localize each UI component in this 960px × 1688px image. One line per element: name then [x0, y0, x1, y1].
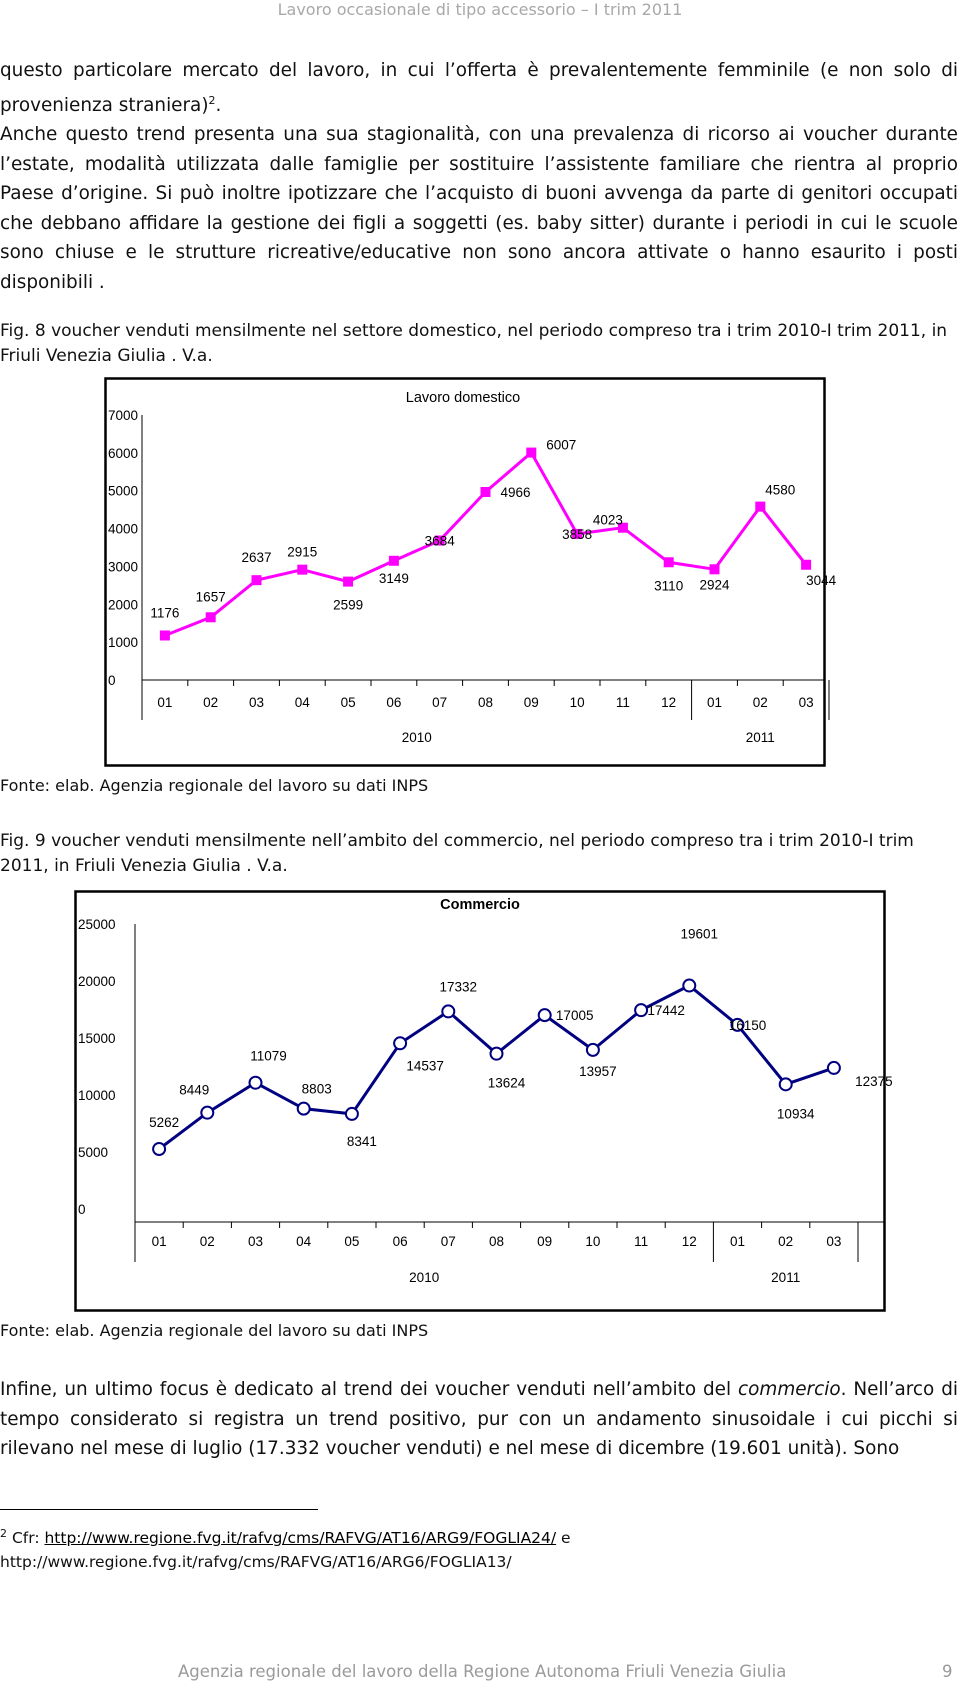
intro-paragraph-1	[0, 56, 958, 120]
data-point	[153, 1143, 165, 1155]
y-tick-label: 5000	[108, 483, 139, 499]
x-tick-label: 03	[248, 695, 265, 710]
data-label: 3110	[654, 578, 684, 594]
data-label: 14537	[406, 1058, 444, 1074]
x-tick-label: 11	[634, 1234, 649, 1249]
data-label: 10934	[776, 1106, 815, 1122]
footnote-rule	[0, 1509, 318, 1510]
x-tick-label: 10	[569, 695, 585, 710]
x-tick-label: 07	[432, 695, 448, 710]
page-footer: Agenzia regionale del lavoro della Regione Autonoma Friuli Venezia Giulia	[178, 1662, 787, 1681]
fig9-source: Fonte: elab. Agenzia regionale del lavoro su dati INPS	[0, 1321, 429, 1340]
x-tick-label: 01	[706, 695, 723, 710]
x-tick-label: 08	[477, 695, 494, 710]
data-point	[346, 1108, 358, 1120]
y-tick-label: 4000	[108, 521, 139, 537]
footnote-connector: e	[556, 1529, 571, 1548]
y-tick-label: 10000	[78, 1088, 116, 1103]
data-label: 4580	[765, 482, 796, 498]
footnote-prefix: Cfr:	[11, 1529, 45, 1548]
data-label: 5262	[149, 1115, 180, 1131]
chart-commerce-svg	[75, 891, 893, 1311]
y-tick-label: 3000	[108, 559, 139, 575]
running-header: Lavoro occasionale di tipo accessorio – I trim 2011	[277, 0, 683, 19]
x-tick-label: 12	[681, 1234, 697, 1249]
x-tick-label: 02	[203, 695, 219, 710]
data-label: 2637	[241, 550, 272, 566]
fig8-caption: Fig. 8 voucher venduti mensilmente nel settore domestico, nel periodo compreso tra i trim 2010-I trim 2011, in Friuli Venezia Giulia . V.a.	[0, 321, 948, 366]
y-tick-label: 5000	[78, 1145, 109, 1160]
data-point	[491, 1048, 503, 1060]
x-tick-label: 12	[661, 695, 677, 710]
data-label: 8341	[346, 1133, 377, 1149]
data-label: 2599	[333, 597, 364, 613]
data-label: 8449	[179, 1082, 210, 1098]
outro-text-b: . Nell’arco di tempo considerato si registra un trend positivo, pur con un andamento sinusoidale i cui picchi si rilevano nel mese di luglio (17.332 voucher venduti) e nel mese di dicembre (19.601 unità). Sono	[0, 1379, 958, 1459]
x-tick-label: 02	[199, 1234, 215, 1249]
x-tick-label: 01	[729, 1234, 746, 1249]
x-tick-label: 03	[826, 1234, 842, 1249]
data-point	[780, 1078, 792, 1090]
outro-emphasis: commercio	[738, 1379, 841, 1400]
footnote-number: 2	[0, 1527, 7, 1540]
x-tick-label: 06	[386, 695, 402, 710]
data-point	[343, 577, 353, 587]
x-tick-label: 02	[778, 1234, 794, 1249]
data-point	[664, 557, 674, 567]
y-tick-label: 20000	[78, 974, 116, 989]
data-point	[297, 565, 307, 575]
intro-paragraph-2: Anche questo trend presenta una sua stagionalità, con una prevalenza di ricorso ai voucher durante l’estate, modalità utilizzata dalle famiglie per sostituire l’assistente familiare che rientra al proprio Paese d’origine. Si può inoltre ipotizzare che l’acquisto di buoni avvenga da parte di genitori occupati che debbano affidare la gestione dei figli a soggetti (es. baby sitter) durante i periodi in cui le scuole sono chiuse e le strutture ricreative/educative non sono ancora attivate o hanno esaurito i posti disponibili .	[0, 124, 958, 293]
x-tick-label: 11	[615, 695, 630, 710]
footnote-link-1[interactable]: http://www.regione.fvg.it/rafvg/cms/RAFVG/AT16/ARG9/FOGLIA24/	[44, 1529, 557, 1548]
data-point	[539, 1009, 551, 1021]
x-tick-label: 03	[798, 695, 814, 710]
x-tick-label: 01	[151, 1234, 167, 1249]
data-point	[587, 1044, 599, 1056]
chart-title: Lavoro domestico	[405, 390, 521, 406]
footnote	[0, 1522, 571, 1574]
data-label: 2924	[699, 577, 730, 593]
chart-title: Commercio	[440, 897, 520, 913]
data-label: 3684	[424, 533, 455, 549]
x-tick-label: 05	[340, 695, 356, 710]
data-label: 1657	[195, 589, 226, 605]
data-label: 17332	[439, 979, 478, 995]
y-tick-label: 25000	[78, 917, 116, 932]
footnote-link-2[interactable]: http://www.regione.fvg.it/rafvg/cms/RAFVG/AT16/ARG6/FOGLIA13/	[0, 1553, 512, 1572]
data-label: 12375	[855, 1073, 893, 1089]
footnote-ref[interactable]: 2	[208, 93, 216, 107]
fig9-caption: Fig. 9 voucher venduti mensilmente nell’ambito del commercio, nel periodo compreso tra i trim 2010-I trim 2011, in Friuli Venezia Giulia . V.a.	[0, 831, 914, 876]
fig8-source: Fonte: elab. Agenzia regionale del lavoro su dati INPS	[0, 776, 429, 795]
x-tick-label: 09	[537, 1234, 553, 1249]
x-tick-label: 09	[523, 695, 539, 710]
data-label: 2915	[287, 544, 318, 560]
year-label: 2010	[401, 730, 432, 745]
year-label: 2010	[409, 1270, 440, 1285]
data-label: 11079	[250, 1048, 287, 1064]
data-label: 4023	[592, 512, 623, 528]
data-label: 3044	[806, 572, 837, 588]
y-tick-label: 0	[78, 1202, 86, 1217]
data-label: 3858	[562, 526, 593, 542]
data-point	[828, 1062, 840, 1074]
data-label: 17442	[647, 1003, 685, 1019]
chart-frame	[76, 892, 885, 1311]
page-number: 9	[942, 1662, 953, 1681]
x-tick-label: 04	[294, 695, 310, 710]
x-tick-label: 03	[247, 1234, 264, 1249]
chart-commerce	[75, 891, 893, 1311]
y-tick-label: 15000	[78, 1031, 116, 1046]
intro-paragraph-1-text: questo particolare mercato del lavoro, in cui l’offerta è prevalentemente femminile (e non solo di provenienza straniera)	[0, 60, 958, 116]
data-point	[755, 502, 765, 512]
y-tick-label: 0	[108, 673, 116, 688]
outro-text-a: Infine, un ultimo focus è dedicato al trend dei voucher venduti nell’ambito del	[0, 1379, 739, 1400]
data-label: 13957	[579, 1063, 617, 1079]
x-tick-label: 07	[440, 1234, 456, 1249]
data-point	[442, 1005, 454, 1017]
y-tick-label: 1000	[108, 635, 139, 651]
intro-text	[0, 56, 958, 297]
x-tick-label: 10	[585, 1234, 601, 1249]
data-point	[394, 1037, 406, 1049]
x-tick-label: 08	[488, 1234, 505, 1249]
x-tick-label: 02	[752, 695, 768, 710]
intro-paragraph-1-end: .	[215, 94, 222, 116]
x-tick-label: 01	[157, 695, 173, 710]
x-tick-label: 06	[392, 1234, 408, 1249]
year-label: 2011	[771, 1270, 801, 1285]
outro-text	[0, 1375, 958, 1464]
data-label: 13624	[487, 1075, 526, 1091]
chart-domestic	[105, 378, 837, 766]
data-point	[250, 1077, 262, 1089]
data-label: 1176	[150, 605, 180, 621]
data-point	[801, 560, 811, 570]
data-point	[160, 630, 170, 640]
data-label: 8803	[301, 1081, 332, 1097]
data-point	[683, 980, 695, 992]
data-point	[526, 448, 536, 458]
data-label: 6007	[546, 437, 577, 453]
data-point	[298, 1103, 310, 1115]
data-label: 19601	[680, 926, 719, 942]
data-point	[201, 1107, 213, 1119]
outro-paragraph	[0, 1375, 958, 1464]
data-point	[481, 487, 491, 497]
data-point	[710, 564, 720, 574]
chart-domestic-svg	[105, 378, 837, 766]
data-label: 4966	[500, 485, 531, 501]
year-label: 2011	[745, 730, 775, 745]
data-point	[252, 575, 262, 585]
y-tick-label: 2000	[108, 597, 139, 613]
x-tick-label: 04	[296, 1234, 312, 1249]
data-point	[635, 1004, 647, 1016]
y-tick-label: 7000	[108, 408, 139, 423]
data-label: 16150	[728, 1017, 767, 1033]
data-point	[206, 612, 216, 622]
data-label: 3149	[378, 570, 409, 586]
y-tick-label: 6000	[108, 445, 139, 461]
data-point	[389, 556, 399, 566]
data-label: 17005	[555, 1008, 594, 1024]
x-tick-label: 05	[344, 1234, 360, 1249]
